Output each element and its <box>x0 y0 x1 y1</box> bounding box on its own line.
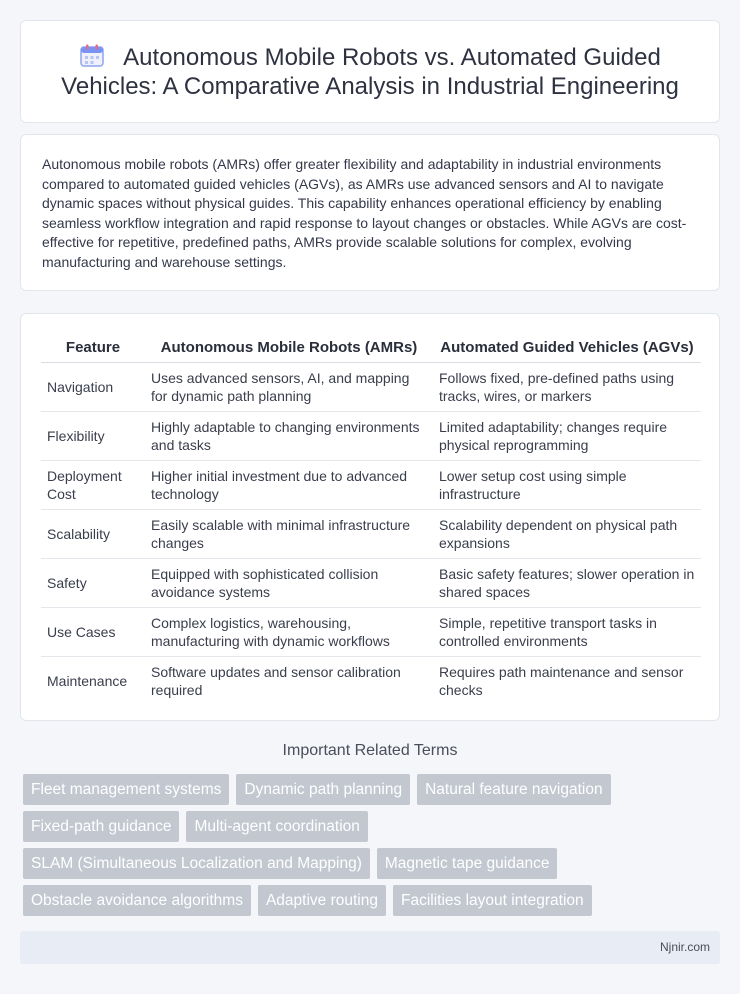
table-row <box>41 509 701 558</box>
feature-cell: Flexibility <box>41 411 145 460</box>
term-row <box>23 848 723 879</box>
footer-site-link[interactable]: Njnir.com <box>659 940 710 954</box>
header-amr: Autonomous Mobile Robots (AMRs) <box>145 332 433 362</box>
amr-cell: Easily scalable with minimal infrastructure changes <box>145 509 433 558</box>
table-row <box>41 656 701 705</box>
amr-cell: Software updates and sensor calibration required <box>151 663 401 698</box>
title-card <box>20 20 720 123</box>
related-terms <box>23 774 723 922</box>
term-tag[interactable]: Fixed-path guidance <box>23 811 179 842</box>
feature-cell: Use Cases <box>41 607 145 656</box>
table-row <box>41 607 701 656</box>
footer <box>20 931 720 964</box>
term-tag[interactable]: Fleet management systems <box>23 774 229 805</box>
agv-cell: Basic safety features; slower operation in shared spaces <box>433 558 701 607</box>
header-agv: Automated Guided Vehicles (AGVs) <box>433 332 701 362</box>
term-tag[interactable]: SLAM (Simultaneous Localization and Mapping) <box>23 848 370 879</box>
page-title <box>61 43 679 101</box>
feature-cell: Maintenance <box>47 672 128 689</box>
term-row <box>23 774 723 805</box>
term-tag[interactable]: Natural feature navigation <box>417 774 611 805</box>
amr-cell: Highly adaptable to changing environments and tasks <box>145 411 433 460</box>
agv-cell: Follows fixed, pre-defined paths using tracks, wires, or markers <box>433 362 701 411</box>
agv-cell: Lower setup cost using simple infrastructure <box>433 460 701 509</box>
term-row <box>23 885 723 916</box>
intro-paragraph: Autonomous mobile robots (AMRs) offer greater flexibility and adaptability in industrial environments compared to automated guided vehicles (AGVs), as AMRs use advanced sensors and AI to navigate dynamic spaces without physical guides. This capability enhances operational efficiency by enabling seamless workflow integration and rapid response to layout changes or obstacles. While AGVs are cost-effective for repetitive, predefined paths, AMRs provide scalable solutions for complex, evolving manufacturing and warehouse settings. <box>42 156 687 270</box>
feature-cell: Scalability <box>41 509 145 558</box>
amr-cell: Complex logistics, warehousing, manufacturing with dynamic workflows <box>145 607 433 656</box>
table-row <box>41 411 701 460</box>
related-terms-title: Important Related Terms <box>282 742 458 759</box>
term-tag[interactable]: Dynamic path planning <box>236 774 410 805</box>
agv-cell: Requires path maintenance and sensor checks <box>439 663 684 698</box>
table-header-row <box>41 332 701 362</box>
amr-cell: Higher initial investment due to advanced technology <box>145 460 433 509</box>
comparison-table <box>41 332 701 705</box>
term-tag[interactable]: Obstacle avoidance algorithms <box>23 885 251 916</box>
amr-cell: Equipped with sophisticated collision avoidance systems <box>145 558 433 607</box>
table-row <box>41 460 701 509</box>
term-tag[interactable]: Multi-agent coordination <box>186 811 367 842</box>
agv-cell: Limited adaptability; changes require physical reprogramming <box>433 411 701 460</box>
feature-cell: Safety <box>41 558 145 607</box>
agv-cell: Scalability dependent on physical path expansions <box>433 509 701 558</box>
feature-cell: Navigation <box>41 362 145 411</box>
term-tag[interactable]: Facilities layout integration <box>393 885 592 916</box>
term-tag[interactable]: Adaptive routing <box>258 885 386 916</box>
amr-cell: Uses advanced sensors, AI, and mapping for dynamic path planning <box>145 362 433 411</box>
agv-cell: Simple, repetitive transport tasks in controlled environments <box>433 607 701 656</box>
table-row <box>41 362 701 411</box>
term-row <box>23 811 723 842</box>
header-feature: Feature <box>41 332 145 362</box>
calendar-icon <box>79 44 105 68</box>
feature-cell: Deployment Cost <box>41 460 145 509</box>
page-title-text: Autonomous Mobile Robots vs. Automated Guided Vehicles: A Comparative Analysis in Industrial Engineering <box>61 43 679 100</box>
comparison-table-card <box>20 313 720 721</box>
intro-card <box>20 134 720 291</box>
table-row <box>41 558 701 607</box>
term-tag[interactable]: Magnetic tape guidance <box>377 848 558 879</box>
